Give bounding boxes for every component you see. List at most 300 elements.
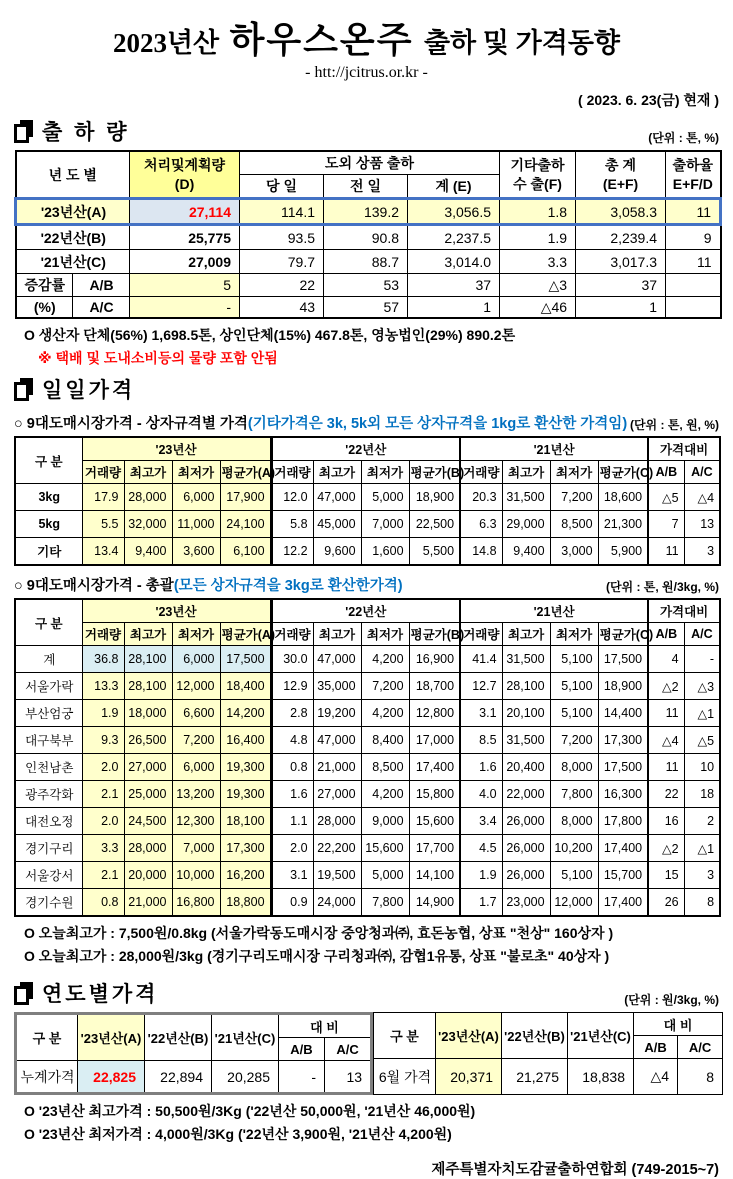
table-cell: 17,800 <box>598 808 648 835</box>
table-cell: 16 <box>648 808 684 835</box>
table-cell: 9,600 <box>313 538 361 566</box>
table-cell: 16,900 <box>409 646 460 673</box>
table-cell: 25,000 <box>124 781 172 808</box>
table-cell: - <box>279 1061 325 1094</box>
col-header-vol: 거래량 <box>271 623 313 646</box>
col-header-2023a: '23년산(A) <box>436 1013 502 1059</box>
section-square-icon <box>14 982 33 1005</box>
table-cell: 4.5 <box>460 835 502 862</box>
table-cell: 1.7 <box>460 889 502 917</box>
table-cell: 19,500 <box>313 862 361 889</box>
col-header-low: 최저가 <box>361 461 409 484</box>
by-size-subheader <box>14 412 719 433</box>
table-cell: 31,500 <box>502 646 550 673</box>
today-high-note-2: O 오늘최고가 : 28,000원/3kg (경기구리도매시장 구리청과㈜, 감협1유통, 상표 "불로초" 40상자 ) <box>24 948 610 964</box>
col-header-outside: 도외 상품 출하 <box>240 151 500 175</box>
table-cell: 8,400 <box>361 727 409 754</box>
shipment-table-body <box>16 199 721 319</box>
col-header-2023a: '23년산(A) <box>78 1014 145 1061</box>
table-cell: 3 <box>684 862 720 889</box>
col-header-ac: A/C <box>684 623 720 646</box>
table-cell: 9,400 <box>124 538 172 566</box>
max-price-note: O '23년산 최고가격 : 50,500원/3Kg ('22년산 50,000원, '21년산 46,000원) <box>24 1103 476 1119</box>
table-cell: A/B <box>73 274 130 297</box>
col-header-high: 최고가 <box>313 623 361 646</box>
table-cell: 28,100 <box>124 673 172 700</box>
table-cell: 11 <box>666 250 721 274</box>
table-cell: 24,500 <box>124 808 172 835</box>
col-header-vol: 거래량 <box>82 461 124 484</box>
table-cell: 14.8 <box>460 538 502 566</box>
col-group-compare: 가격대비 <box>648 437 720 461</box>
table-cell: 26 <box>648 889 684 917</box>
col-header-vol: 거래량 <box>460 623 502 646</box>
table-cell: 1,600 <box>361 538 409 566</box>
table-cell: 2.0 <box>271 835 313 862</box>
table-cell: △5 <box>648 484 684 511</box>
table-cell: 8 <box>684 889 720 917</box>
table-cell: 0.8 <box>82 889 124 917</box>
table-cell: 1.1 <box>271 808 313 835</box>
table-cell: 0.9 <box>271 889 313 917</box>
table-cell: 57 <box>324 297 408 319</box>
table-cell: 21,300 <box>598 511 648 538</box>
col-header-rate: 출하율 E+F/D <box>666 151 721 199</box>
table-cell: 경기수원 <box>15 889 82 917</box>
table-cell: 41.4 <box>460 646 502 673</box>
shipment-notes <box>14 325 719 368</box>
table-cell: 12.9 <box>271 673 313 700</box>
table-cell: 17,500 <box>220 646 271 673</box>
table-cell: 서울가락 <box>15 673 82 700</box>
table-cell: 7 <box>648 511 684 538</box>
col-header-gubun: 구 분 <box>15 599 82 646</box>
table-cell: 13,200 <box>172 781 220 808</box>
table-cell: 114.1 <box>240 199 324 225</box>
col-header-2021c: '21년산(C) <box>212 1014 279 1061</box>
table-row <box>16 1061 372 1094</box>
yearly-unit-label: (단위 : 원/3kg, %) <box>624 993 719 1007</box>
table-row <box>374 1059 723 1095</box>
table-cell: 1.9 <box>500 225 576 250</box>
col-header-ac: A/C <box>678 1036 723 1059</box>
table-cell: '22년산(B) <box>16 225 130 250</box>
table-cell: △3 <box>500 274 576 297</box>
table-cell: 5kg <box>15 511 82 538</box>
col-header-avg-b: 평균가(B) <box>409 461 460 484</box>
table-cell: 43 <box>240 297 324 319</box>
yearly-june-body <box>374 1059 723 1095</box>
table-cell: 13.3 <box>82 673 124 700</box>
table-row <box>16 250 721 274</box>
table-cell: 24,000 <box>313 889 361 917</box>
table-cell: 28,000 <box>124 484 172 511</box>
table-cell: 10 <box>684 754 720 781</box>
table-cell: 16,300 <box>598 781 648 808</box>
table-row <box>15 835 720 862</box>
table-cell: 22,200 <box>313 835 361 862</box>
table-cell: 90.8 <box>324 225 408 250</box>
table-cell: '21년산(C) <box>16 250 130 274</box>
table-cell: 22,000 <box>502 781 550 808</box>
table-cell: 79.7 <box>240 250 324 274</box>
daily-notes <box>14 923 719 966</box>
table-cell: 17,400 <box>598 889 648 917</box>
daily-section-header <box>14 374 719 404</box>
table-cell: 3,014.0 <box>408 250 500 274</box>
table-row <box>16 297 721 319</box>
table-cell: 6,600 <box>172 700 220 727</box>
table-cell: 8,000 <box>550 808 598 835</box>
table-cell: 10,000 <box>172 862 220 889</box>
table-cell: 7,000 <box>361 511 409 538</box>
table-cell: △4 <box>648 727 684 754</box>
table-cell: 7,800 <box>361 889 409 917</box>
table-cell: 5.5 <box>82 511 124 538</box>
table-cell: 30.0 <box>271 646 313 673</box>
col-header-ac: A/C <box>684 461 720 484</box>
table-cell: 5,100 <box>550 700 598 727</box>
table-cell: 2,239.4 <box>576 225 666 250</box>
table-row <box>15 484 720 511</box>
delivery-warning-note: ※ 택배 및 도내소비등의 물량 포함 안됨 <box>38 350 278 366</box>
table-cell: 17,400 <box>409 754 460 781</box>
table-cell: 18,900 <box>409 484 460 511</box>
table-cell: 15,800 <box>409 781 460 808</box>
yearly-cumulative-body <box>16 1061 372 1094</box>
col-header-low: 최저가 <box>550 623 598 646</box>
table-cell: 7,200 <box>361 673 409 700</box>
by-size-unit-label: (단위 : 톤, 원, %) <box>629 418 719 432</box>
table-cell: △3 <box>684 673 720 700</box>
by-size-note: (기타가격은 3k, 5k외 모든 상자규격을 1kg로 환산한 가격임) <box>247 416 628 432</box>
table-cell: 31,500 <box>502 484 550 511</box>
table-cell: 26,000 <box>502 862 550 889</box>
table-cell: 9,000 <box>361 808 409 835</box>
overall-note: (모든 상자규격을 3kg로 환산한가격) <box>173 578 403 594</box>
price-table-head <box>15 599 720 646</box>
table-row <box>16 274 721 297</box>
table-row <box>15 808 720 835</box>
table-cell: '23년산(A) <box>16 199 130 225</box>
table-cell: 계 <box>15 646 82 673</box>
table-cell: - <box>684 646 720 673</box>
table-cell: 5,100 <box>550 673 598 700</box>
table-cell <box>666 297 721 319</box>
table-cell: 24,100 <box>220 511 271 538</box>
col-header-today: 당 일 <box>240 175 324 199</box>
table-cell: 3.4 <box>460 808 502 835</box>
table-cell: 2.1 <box>82 862 124 889</box>
shipment-table <box>14 150 722 319</box>
table-cell: 17,000 <box>409 727 460 754</box>
table-cell: 88.7 <box>324 250 408 274</box>
col-header-total: 총 계 (E+F) <box>576 151 666 199</box>
table-cell: 14,200 <box>220 700 271 727</box>
table-cell: 45,000 <box>313 511 361 538</box>
col-group-2023: '23년산 <box>82 437 271 461</box>
col-header-2021c: '21년산(C) <box>568 1013 634 1059</box>
table-cell: 20,371 <box>436 1059 502 1095</box>
table-cell: A/C <box>73 297 130 319</box>
table-cell: 11 <box>648 538 684 566</box>
table-cell: 20,285 <box>212 1061 279 1094</box>
col-header-high: 최고가 <box>313 461 361 484</box>
table-cell: 35,000 <box>313 673 361 700</box>
table-row <box>15 727 720 754</box>
table-cell: 15 <box>648 862 684 889</box>
col-group-compare: 대 비 <box>634 1013 723 1036</box>
section-square-icon <box>14 120 33 143</box>
table-cell: 3.3 <box>82 835 124 862</box>
col-group-compare: 가격대비 <box>648 599 720 623</box>
table-cell: 7,800 <box>550 781 598 808</box>
table-cell: 인천남촌 <box>15 754 82 781</box>
table-cell: 17,300 <box>598 727 648 754</box>
table-cell: △4 <box>684 484 720 511</box>
report-date: ( 2023. 6. 23(금) 현재 ) <box>578 92 719 108</box>
overall-unit-label: (단위 : 톤, 원/3kg, %) <box>605 580 719 594</box>
col-header-2022b: '22년산(B) <box>145 1014 212 1061</box>
table-cell: 6,000 <box>172 484 220 511</box>
table-cell: 23,000 <box>502 889 550 917</box>
table-cell: 5,500 <box>409 538 460 566</box>
table-cell: 3.3 <box>500 250 576 274</box>
overall-subheader <box>14 574 719 595</box>
daily-heading: 일일가격 <box>14 374 135 404</box>
col-header-prev: 전 일 <box>324 175 408 199</box>
col-header-ab: A/B <box>279 1038 325 1061</box>
table-cell: 5.8 <box>271 511 313 538</box>
table-cell: 6.3 <box>460 511 502 538</box>
table-cell: 28,000 <box>313 808 361 835</box>
section-square-icon <box>14 378 33 401</box>
table-cell: 21,000 <box>313 754 361 781</box>
table-cell: 3,000 <box>550 538 598 566</box>
table-cell: 5,000 <box>361 484 409 511</box>
table-cell: 13 <box>325 1061 372 1094</box>
table-cell: 증감률 <box>16 274 73 297</box>
site-url: - htt://jcitrus.or.kr - <box>305 64 428 81</box>
table-cell: 6,100 <box>220 538 271 566</box>
price-overall-body <box>15 646 720 917</box>
table-cell: 18,400 <box>220 673 271 700</box>
producer-note: O 생산자 단체(56%) 1,698.5톤, 상인단체(15%) 467.8톤, 영농법인(29%) 890.2톤 <box>24 327 516 343</box>
table-cell: 17,500 <box>598 646 648 673</box>
table-cell: 3,600 <box>172 538 220 566</box>
shipment-unit-label: (단위 : 톤, %) <box>648 131 719 145</box>
table-cell: 1.9 <box>460 862 502 889</box>
table-cell: (%) <box>16 297 73 319</box>
table-cell: 18,900 <box>598 673 648 700</box>
table-cell: 5 <box>130 274 240 297</box>
table-cell: 14,900 <box>409 889 460 917</box>
table-cell: 8,000 <box>550 754 598 781</box>
col-header-year: 년 도 별 <box>16 151 130 199</box>
table-cell: △46 <box>500 297 576 319</box>
table-cell: 9 <box>666 225 721 250</box>
shipment-section-header <box>14 116 719 146</box>
table-cell: 7,200 <box>550 484 598 511</box>
table-cell: 37 <box>408 274 500 297</box>
table-cell: 26,500 <box>124 727 172 754</box>
table-cell: 6월 가격 <box>374 1059 436 1095</box>
table-cell: 22,825 <box>78 1061 145 1094</box>
col-group-2022: '22년산 <box>271 437 460 461</box>
table-cell: 서울강서 <box>15 862 82 889</box>
table-cell: 18,600 <box>598 484 648 511</box>
by-size-label: ○ 9대도매시장가격 - 상자규격별 가격(기타가격은 3k, 5k외 모든 상자규격을 1kg로 환산한 가격임) <box>14 416 628 432</box>
col-header-ab: A/B <box>648 461 684 484</box>
table-cell: 17,400 <box>598 835 648 862</box>
price-by-size-table <box>14 436 721 566</box>
yearly-table-head <box>16 1014 372 1061</box>
col-header-vol: 거래량 <box>271 461 313 484</box>
price-by-size-body <box>15 484 720 566</box>
table-cell: 12.7 <box>460 673 502 700</box>
table-row <box>15 700 720 727</box>
yearly-heading: 연도별가격 <box>14 978 158 1008</box>
col-header-avg-c: 평균가(C) <box>598 623 648 646</box>
table-cell: 29,000 <box>502 511 550 538</box>
table-cell: 4,200 <box>361 781 409 808</box>
table-cell: 16,200 <box>220 862 271 889</box>
table-cell: 3 <box>684 538 720 566</box>
table-cell: 22,894 <box>145 1061 212 1094</box>
table-cell: 대구북부 <box>15 727 82 754</box>
col-header-avg-c: 평균가(C) <box>598 461 648 484</box>
table-cell: 1.6 <box>271 781 313 808</box>
table-cell: △4 <box>634 1059 678 1095</box>
table-cell: 3.1 <box>271 862 313 889</box>
title-product: 하우스온주 <box>229 19 414 60</box>
table-cell: 7,000 <box>172 835 220 862</box>
table-cell: 8.5 <box>460 727 502 754</box>
col-header-low: 최저가 <box>361 623 409 646</box>
table-cell: 경기구리 <box>15 835 82 862</box>
table-cell: 18,000 <box>124 700 172 727</box>
table-cell: 부산엄궁 <box>15 700 82 727</box>
table-cell: 8,500 <box>361 754 409 781</box>
table-cell: 1.8 <box>500 199 576 225</box>
table-cell: 0.8 <box>271 754 313 781</box>
table-cell: 3.1 <box>460 700 502 727</box>
table-cell: 2.0 <box>82 808 124 835</box>
table-cell: 8,500 <box>550 511 598 538</box>
table-cell: 19,200 <box>313 700 361 727</box>
table-cell: 2 <box>684 808 720 835</box>
table-cell: 6,000 <box>172 646 220 673</box>
col-header-2022b: '22년산(B) <box>502 1013 568 1059</box>
col-header-ac: A/C <box>325 1038 372 1061</box>
title-suffix: 출하 및 가격동향 <box>423 28 621 58</box>
col-header-high: 최고가 <box>502 461 550 484</box>
table-cell: 누계가격 <box>16 1061 78 1094</box>
table-row <box>16 225 721 250</box>
table-cell: 5,100 <box>550 862 598 889</box>
table-cell: 18,700 <box>409 673 460 700</box>
table-cell: 대전오정 <box>15 808 82 835</box>
col-header-low: 최저가 <box>172 461 220 484</box>
col-header-avg-a: 평균가(A) <box>220 461 271 484</box>
table-cell: 7,200 <box>550 727 598 754</box>
table-cell: 4.0 <box>460 781 502 808</box>
table-cell: 16,800 <box>172 889 220 917</box>
table-cell: 4,200 <box>361 646 409 673</box>
table-cell <box>666 274 721 297</box>
table-cell: 47,000 <box>313 646 361 673</box>
col-header-ab: A/B <box>634 1036 678 1059</box>
overall-label: ○ 9대도매시장가격 - 총괄(모든 상자규격을 3kg로 환산한가격) <box>14 578 403 594</box>
table-row <box>15 646 720 673</box>
table-cell: 28,100 <box>502 673 550 700</box>
table-cell: △1 <box>684 700 720 727</box>
table-cell: 5,900 <box>598 538 648 566</box>
table-row <box>15 781 720 808</box>
table-cell: 11 <box>648 700 684 727</box>
table-row <box>15 889 720 917</box>
table-cell: 53 <box>324 274 408 297</box>
table-cell: 5,100 <box>550 646 598 673</box>
table-cell: 47,000 <box>313 727 361 754</box>
col-header-avg-b: 평균가(B) <box>409 623 460 646</box>
table-cell: 21,000 <box>124 889 172 917</box>
table-row <box>15 538 720 566</box>
table-cell: 12.2 <box>271 538 313 566</box>
table-cell: 11 <box>648 754 684 781</box>
table-cell: 7,200 <box>172 727 220 754</box>
table-cell: 21,275 <box>502 1059 568 1095</box>
today-high-note-1: O 오늘최고가 : 7,500원/0.8kg (서울가락동도매시장 중앙청과㈜, 효돈농협, 상표 "천상" 160상자 ) <box>24 925 614 941</box>
table-cell: 18,100 <box>220 808 271 835</box>
table-cell: 12.0 <box>271 484 313 511</box>
table-cell: 4,200 <box>361 700 409 727</box>
table-cell: 17,900 <box>220 484 271 511</box>
page-title <box>14 12 719 63</box>
table-cell: △2 <box>648 835 684 862</box>
yearly-section-header <box>14 978 719 1008</box>
publisher-footer: 제주특별자치도감귤출하연합회 (749-2015~7) <box>431 1162 719 1178</box>
table-cell: 2.8 <box>271 700 313 727</box>
table-cell: 26,000 <box>502 835 550 862</box>
yearly-june-table <box>373 1012 723 1095</box>
table-cell: 2,237.5 <box>408 225 500 250</box>
price-overall-table <box>14 598 721 917</box>
table-cell: 22,500 <box>409 511 460 538</box>
table-cell: 12,800 <box>409 700 460 727</box>
table-cell: 9.3 <box>82 727 124 754</box>
table-cell: 11 <box>666 199 721 225</box>
table-cell: 20.3 <box>460 484 502 511</box>
table-cell: 15,600 <box>361 835 409 862</box>
table-cell: 26,000 <box>502 808 550 835</box>
yearly-table-head <box>374 1013 723 1059</box>
col-header-gubun: 구 분 <box>374 1013 436 1059</box>
table-row <box>15 754 720 781</box>
table-cell: 31,500 <box>502 727 550 754</box>
table-cell: 1 <box>408 297 500 319</box>
table-cell: 16,400 <box>220 727 271 754</box>
table-row <box>15 862 720 889</box>
table-cell: 1 <box>576 297 666 319</box>
yearly-notes <box>14 1101 719 1144</box>
col-header-gubun: 구 분 <box>16 1014 78 1061</box>
col-group-compare: 대 비 <box>279 1014 372 1038</box>
col-group-2022: '22년산 <box>271 599 460 623</box>
shipment-table-head <box>16 151 721 199</box>
col-header-high: 최고가 <box>124 461 172 484</box>
table-cell: 19,300 <box>220 781 271 808</box>
